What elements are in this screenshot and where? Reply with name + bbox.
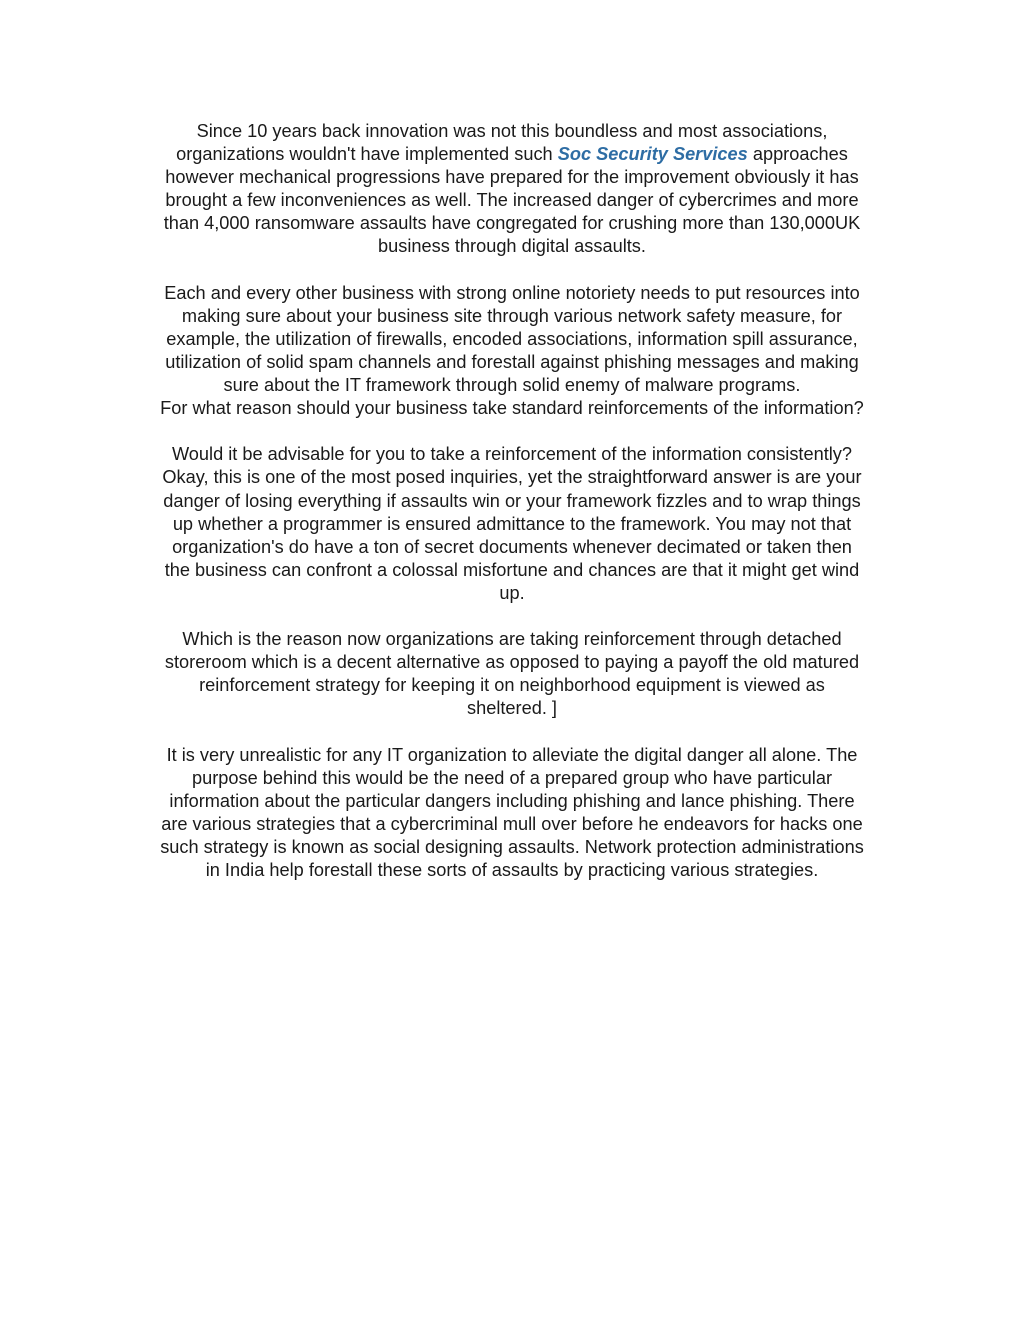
paragraph-line: in India help forestall these sorts of assaults by practicing various strategies. [205, 860, 819, 880]
paragraph-line: are various strategies that a cybercriminal mull over before he endeavors for hacks one [161, 813, 863, 834]
paragraph-line: sheltered. ] [467, 698, 557, 719]
paragraph-line: organization's do have a ton of secret documents whenever decimated or taken then [172, 536, 852, 557]
paragraph-line: Okay, this is one of the most posed inquiries, yet the straightforward answer is are your [162, 467, 862, 488]
paragraph-line: For what reason should your business take standard reinforcements of the information? [160, 398, 864, 419]
paragraph-line: danger of losing everything if assaults win or your framework fizzles and to wrap things [163, 490, 861, 511]
paragraph-line: purpose behind this would be the need of a prepared group who have particular [191, 767, 833, 788]
paragraph-line: It is very unrealistic for any IT organization to alleviate the digital danger all alone. The [166, 744, 858, 765]
paragraph-line: than 4,000 ransomware assaults have congregated for crushing more than 130,000UK [163, 213, 861, 234]
paragraph-line: business through digital assaults. [378, 236, 646, 257]
paragraph-line: Which is the reason now organizations are taking reinforcement through detached [182, 629, 842, 650]
paragraph-line: the business can confront a colossal misfortune and chances are that it might get wind [164, 559, 860, 580]
paragraph-line: however mechanical progressions have prepared for the improvement obviously it has [165, 167, 859, 188]
paragraph-line: reinforcement strategy for keeping it on neighborhood equipment is viewed as [199, 675, 825, 696]
paragraph-line: Since 10 years back innovation was not this boundless and most associations, [196, 121, 828, 141]
paragraph-line: such strategy is known as social designing assaults. Network protection administrations [160, 836, 864, 857]
paragraph-line: Each and every other business with strong online notoriety needs to put resources into [164, 282, 860, 303]
paragraph-line: up. [499, 582, 525, 603]
paragraph-3 [112, 443, 912, 605]
line-text-after-link: approaches [747, 144, 848, 165]
paragraph-4 [112, 628, 912, 720]
paragraph-line: sure about the IT framework through solid enemy of malware programs. [223, 375, 801, 396]
paragraph-line: example, the utilization of firewalls, encoded associations, information spill assurance, [166, 328, 858, 349]
paragraph-line: information about the particular dangers including phishing and lance phishing. There [169, 790, 855, 811]
paragraph-line: up whether a programmer is ensured admittance to the framework. You may not that [172, 513, 852, 534]
document-body [112, 120, 912, 905]
paragraph-line: utilization of solid spam channels and forestall against phishing messages and making [165, 351, 859, 372]
paragraph-1 [112, 120, 912, 259]
soc-security-services-link[interactable]: Soc Security Services [557, 144, 748, 165]
paragraph-line: storeroom which is a decent alternative as opposed to paying a payoff the old matured [164, 652, 860, 673]
paragraph-line: Would it be advisable for you to take a reinforcement of the information consistently? [171, 444, 853, 465]
paragraph-2 [112, 282, 912, 421]
paragraph-line: brought a few inconveniences as well. The increased danger of cybercrimes and more [165, 190, 859, 211]
paragraph-5 [112, 744, 912, 883]
paragraph-line: making sure about your business site through various network safety measure, for [181, 305, 843, 326]
paragraph-line [112, 143, 912, 166]
line-text-before-link: organizations wouldn't have implemented such [176, 144, 558, 165]
